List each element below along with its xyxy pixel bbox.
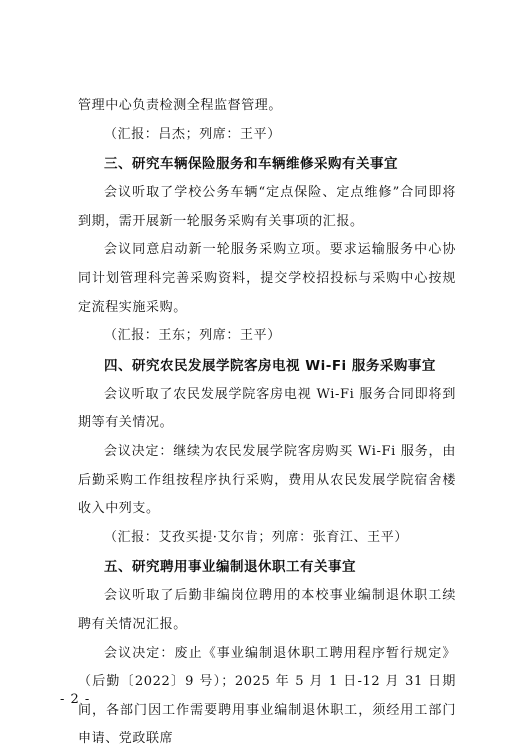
paragraph: 会议听取了后勤非编岗位聘用的本校事业编制退休职工续聘有关情况汇报。 xyxy=(78,588,456,632)
attendance-note: （汇报：王东；列席：王平） xyxy=(104,328,281,344)
paragraph-continuation: 管理中心负责检测全程监督管理。 xyxy=(78,98,283,113)
paragraph: 会议同意启动新一轮服务采购立项。要求运输服务中心协同计划管理科完善采购资料，提交学校招投标与采购中心按规定流程实施采购。 xyxy=(78,242,456,315)
section-heading-3: 三、研究车辆保险服务和车辆维修采购有关事宜 xyxy=(104,156,398,173)
paragraph: 会议决定：继续为农民发展学院客房购买 Wi-Fi 服务，由后勤采购工作组按程序执行采购，费用从农民发展学院宿舍楼收入中列支。 xyxy=(78,443,456,517)
paragraph: 会议听取了农民发展学院客房电视 Wi-Fi 服务合同即将到期等有关情况。 xyxy=(78,386,456,431)
page-number: - 2 - xyxy=(60,692,91,707)
section-heading-4: 四、研究农民发展学院客房电视 Wi-Fi 服务采购事宜 xyxy=(104,357,436,374)
attendance-note: （汇报：艾孜买提·艾尔肯；列席：张育江、王平） xyxy=(104,529,408,545)
paragraph: 会议听取了学校公务车辆“定点保险、定点维修”合同即将到期，需开展新一轮服务采购有关事项的汇报。 xyxy=(78,185,456,229)
document-body xyxy=(78,92,456,754)
attendance-note: （汇报：吕杰；列席：王平） xyxy=(104,126,281,142)
paragraph: 会议决定：废止《事业编制退休职工聘用程序暂行规定》（后勤〔2022〕9 号）；2025 年 5 月 1 日-12 月 31 日期间，各部门因工作需要聘用事业编制退休职工，须经用工部门申请、党政联席 xyxy=(78,645,456,747)
section-heading-5: 五、研究聘用事业编制退休职工有关事宜 xyxy=(104,559,356,576)
